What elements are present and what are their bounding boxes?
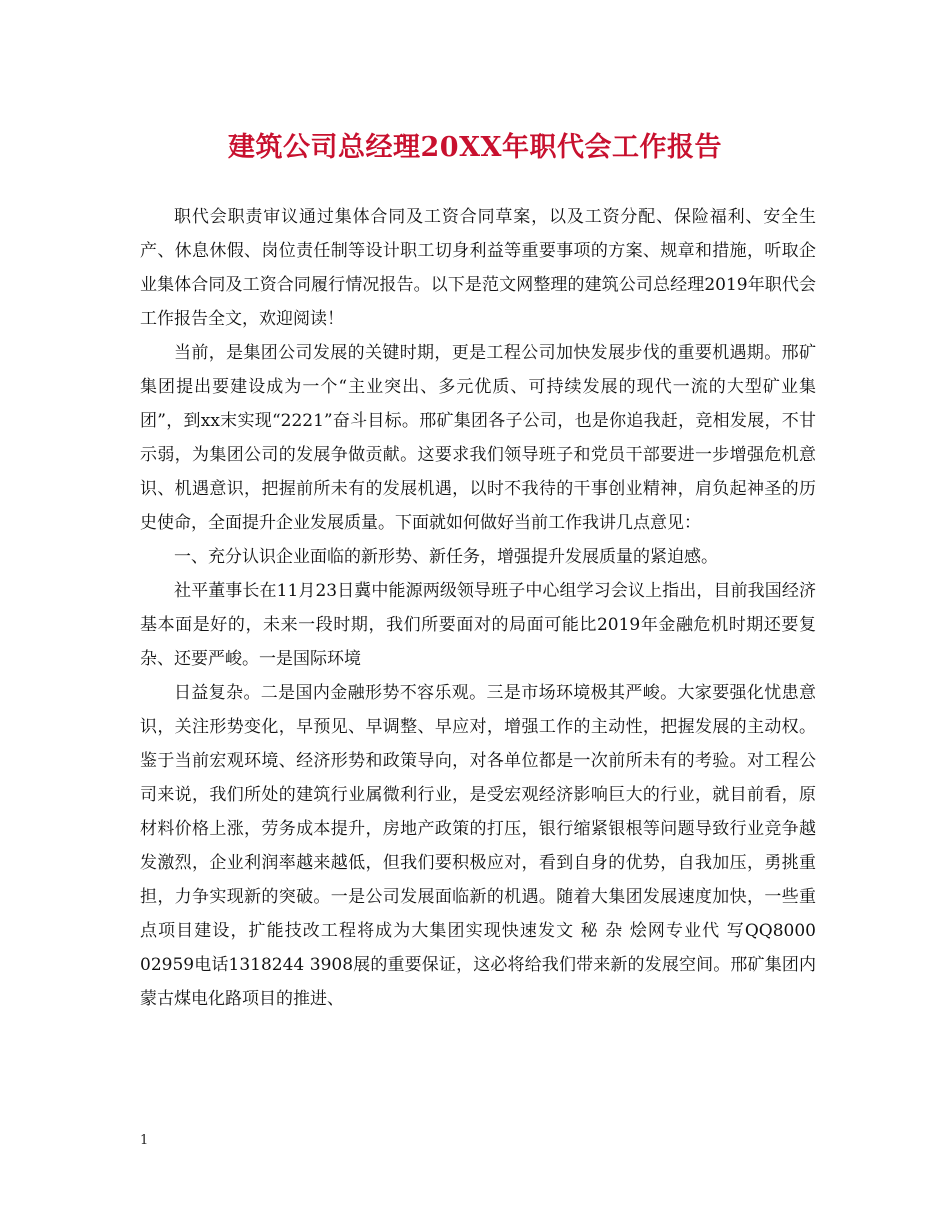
page-number: 1 <box>140 1133 149 1148</box>
paragraph: 一、充分认识企业面临的新形势、新任务，增强提升发展质量的紧迫感。 <box>174 547 718 567</box>
paragraph: 社平董事长在11月23日冀中能源两级领导班子中心组学习会议上指出，目前我国经济基本面是好的，未来一段时期，我们所要面对的局面可能比2019年金融危机时期还要复杂、还要严峻。一是国际环境 <box>140 581 816 669</box>
document-body <box>140 200 816 1016</box>
paragraph: 当前，是集团公司发展的关键时期，更是工程公司加快发展步伐的重要机遇期。邢矿集团提出要建设成为一个“主业突出、多元优质、可持续发展的现代一流的大型矿业集团”，到xx末实现“2221”奋斗目标。邢矿集团各子公司，也是你追我赶，竞相发展，不甘示弱，为集团公司的发展争做贡献。这要求我们领导班子和党员干部要进一步增强危机意识、机遇意识，把握前所未有的发展机遇，以时不我待的干事创业精神，肩负起神圣的历史使命，全面提升企业发展质量。下面就如何做好当前工作我讲几点意见： <box>140 343 816 533</box>
paragraph: 日益复杂。二是国内金融形势不容乐观。三是市场环境极其严峻。大家要强化忧患意识，关注形势变化，早预见、早调整、早应对，增强工作的主动性，把握发展的主动权。鉴于当前宏观环境、经济形势和政策导向，对各单位都是一次前所未有的考验。对工程公司来说，我们所处的建筑行业属微利行业，是受宏观经济影响巨大的行业，就目前看，原材料价格上涨，劳务成本提升，房地产政策的打压，银行缩紧银根等问题导致行业竞争越发激烈，企业利润率越来越低，但我们要积极应对，看到自身的优势，自我加压，勇挑重担，力争实现新的突破。一是公司发展面临新的机遇。随着大集团发展速度加快，一些重点项目建设，扩能技改工程将成为大集团实现快速发文 秘 杂 烩网专业代 写QQ8000 02959电话1318244 3908展的重要保证，这必将给我们带来新的发展空间。邢矿集团内蒙古煤电化路项目的推进、 <box>140 683 816 1009</box>
paragraph: 职代会职责审议通过集体合同及工资合同草案，以及工资分配、保险福利、安全生产、休息休假、岗位责任制等设计职工切身利益等重要事项的方案、规章和措施，听取企业集体合同及工资合同履行情况报告。以下是范文网整理的建筑公司总经理2019年职代会工作报告全文，欢迎阅读！ <box>140 207 816 329</box>
document-title: 建筑公司总经理20XX年职代会工作报告 <box>228 132 722 163</box>
